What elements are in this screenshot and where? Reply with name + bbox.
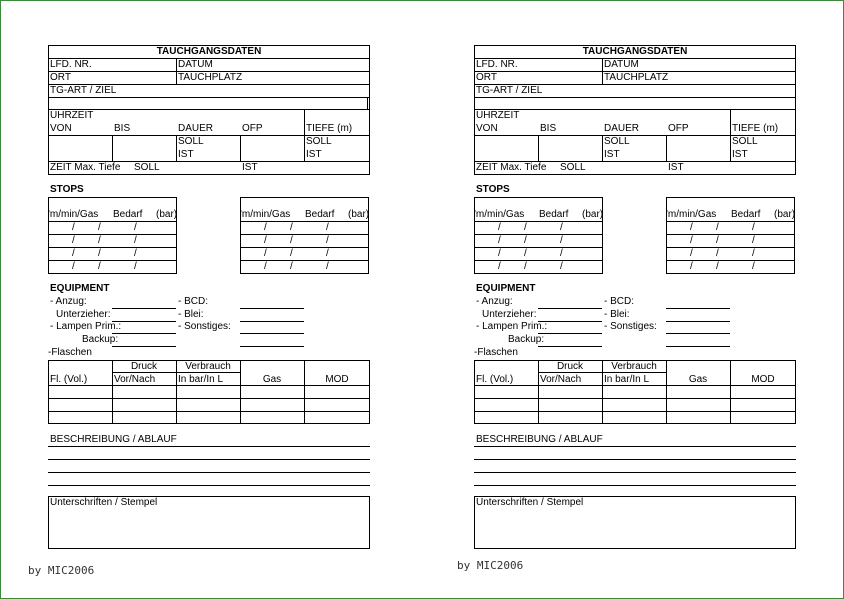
slash: / bbox=[524, 222, 527, 233]
anzug-field[interactable] bbox=[538, 308, 602, 309]
beschreibung-line[interactable] bbox=[474, 472, 796, 473]
max-ist-label: IST bbox=[242, 162, 258, 173]
slash: / bbox=[498, 235, 501, 246]
sonstiges-label: - Sonstiges: bbox=[604, 321, 657, 332]
datum-label: DATUM bbox=[178, 59, 213, 70]
slash: / bbox=[716, 261, 719, 272]
in-bar-header: In bar/In L bbox=[604, 374, 650, 385]
slash: / bbox=[264, 235, 267, 246]
bis-label: BIS bbox=[540, 123, 557, 134]
bcd-field[interactable] bbox=[666, 308, 730, 309]
slash: / bbox=[98, 235, 101, 246]
slash: / bbox=[498, 222, 501, 233]
bcd-label: - BCD: bbox=[178, 296, 208, 307]
backup-field[interactable] bbox=[538, 346, 602, 347]
lampen-label: - Lampen Prim.: bbox=[50, 321, 122, 332]
slash: / bbox=[290, 248, 293, 259]
stops-col-bar: (bar) bbox=[582, 209, 604, 220]
slash: / bbox=[290, 235, 293, 246]
stops-col-bedarf: Bedarf bbox=[305, 209, 335, 220]
tg-art-label: TG-ART / ZIEL bbox=[476, 85, 543, 96]
slash: / bbox=[716, 248, 719, 259]
flaschen-label: -Flaschen bbox=[48, 347, 92, 358]
stops-col-gas: 'm/min/Gas bbox=[48, 209, 99, 220]
slash: / bbox=[326, 235, 329, 246]
slash: / bbox=[134, 222, 137, 233]
stops-col-gas: 'm/min/Gas bbox=[474, 209, 525, 220]
backup-field[interactable] bbox=[112, 346, 176, 347]
slash: / bbox=[326, 248, 329, 259]
slash: / bbox=[264, 248, 267, 259]
slash: / bbox=[290, 222, 293, 233]
slash: / bbox=[560, 261, 563, 272]
zeit-max-tiefe-label: ZEIT Max. Tiefe bbox=[476, 162, 547, 173]
slash: / bbox=[690, 235, 693, 246]
beschreibung-line[interactable] bbox=[48, 485, 370, 486]
sonstiges-field[interactable] bbox=[240, 333, 304, 334]
slash: / bbox=[560, 222, 563, 233]
lampen-field[interactable] bbox=[538, 333, 602, 334]
slash: / bbox=[98, 261, 101, 272]
form-title: TAUCHGANGSDATEN bbox=[582, 46, 688, 57]
dive-log-form-right bbox=[474, 0, 796, 599]
ort-label: ORT bbox=[50, 72, 71, 83]
tiefe-soll-label: SOLL bbox=[306, 136, 332, 147]
lfd-nr-label: LFD. NR. bbox=[476, 59, 518, 70]
slash: / bbox=[690, 261, 693, 272]
ist-label: IST bbox=[604, 149, 620, 160]
ist-label: IST bbox=[178, 149, 194, 160]
bcd-field[interactable] bbox=[240, 308, 304, 309]
slash: / bbox=[326, 222, 329, 233]
fl-vol-header: Fl. (Vol.) bbox=[50, 374, 88, 385]
slash: / bbox=[752, 222, 755, 233]
flaschen-label: -Flaschen bbox=[474, 347, 518, 358]
in-bar-header: In bar/In L bbox=[178, 374, 224, 385]
unterzieher-label: Unterzieher: bbox=[56, 309, 111, 320]
gas-header: Gas bbox=[688, 374, 708, 385]
unterzieher-field[interactable] bbox=[538, 321, 602, 322]
beschreibung-line[interactable] bbox=[48, 459, 370, 460]
blei-label: - Blei: bbox=[178, 309, 204, 320]
slash: / bbox=[72, 261, 75, 272]
von-label: VON bbox=[50, 123, 72, 134]
druck-header: Druck bbox=[130, 361, 158, 372]
tg-art-label: TG-ART / ZIEL bbox=[50, 85, 117, 96]
zeit-max-tiefe-label: ZEIT Max. Tiefe bbox=[50, 162, 121, 173]
slash: / bbox=[72, 248, 75, 259]
sonstiges-field-2[interactable] bbox=[240, 346, 304, 347]
slash: / bbox=[264, 261, 267, 272]
slash: / bbox=[524, 248, 527, 259]
beschreibung-line[interactable] bbox=[48, 446, 370, 447]
beschreibung-label: BESCHREIBUNG / ABLAUF bbox=[476, 434, 603, 445]
credit-right: by MIC2006 bbox=[457, 559, 524, 572]
tauchplatz-label: TAUCHPLATZ bbox=[604, 72, 669, 83]
soll-label: SOLL bbox=[178, 136, 204, 147]
ofp-label: OFP bbox=[668, 123, 689, 134]
bcd-label: - BCD: bbox=[604, 296, 634, 307]
slash: / bbox=[690, 248, 693, 259]
beschreibung-label: BESCHREIBUNG / ABLAUF bbox=[50, 434, 177, 445]
beschreibung-line[interactable] bbox=[474, 446, 796, 447]
blei-field[interactable] bbox=[240, 321, 304, 322]
mod-header: MOD bbox=[751, 374, 775, 385]
equipment-heading: EQUIPMENT bbox=[50, 283, 110, 294]
vor-nach-header: Vor/Nach bbox=[114, 374, 156, 385]
slash: / bbox=[752, 235, 755, 246]
stops-heading: STOPS bbox=[476, 184, 510, 195]
slash: / bbox=[264, 222, 267, 233]
stops-heading: STOPS bbox=[50, 184, 84, 195]
bis-label: BIS bbox=[114, 123, 131, 134]
beschreibung-line[interactable] bbox=[48, 472, 370, 473]
slash: / bbox=[560, 248, 563, 259]
tiefe-ist-label: IST bbox=[732, 149, 748, 160]
druck-header: Druck bbox=[556, 361, 584, 372]
ofp-label: OFP bbox=[242, 123, 263, 134]
slash: / bbox=[716, 235, 719, 246]
lampen-field[interactable] bbox=[112, 333, 176, 334]
beschreibung-line[interactable] bbox=[474, 459, 796, 460]
stops-col-bedarf: Bedarf bbox=[539, 209, 569, 220]
fl-vol-header: Fl. (Vol.) bbox=[476, 374, 514, 385]
sonstiges-field[interactable] bbox=[666, 333, 730, 334]
lampen-label: - Lampen Prim.: bbox=[476, 321, 548, 332]
slash: / bbox=[72, 235, 75, 246]
dive-log-form-left bbox=[48, 0, 370, 599]
slash: / bbox=[98, 222, 101, 233]
dauer-label: DAUER bbox=[178, 123, 214, 134]
slash: / bbox=[498, 261, 501, 272]
anzug-label: - Anzug: bbox=[476, 296, 513, 307]
credit-left: by MIC2006 bbox=[28, 564, 95, 577]
slash: / bbox=[524, 235, 527, 246]
uhrzeit-label: UHRZEIT bbox=[476, 110, 520, 121]
backup-label: Backup: bbox=[82, 334, 119, 345]
slash: / bbox=[72, 222, 75, 233]
ort-label: ORT bbox=[476, 72, 497, 83]
tiefe-label: TIEFE (m) bbox=[306, 123, 353, 134]
slash: / bbox=[560, 235, 563, 246]
form-title: TAUCHGANGSDATEN bbox=[156, 46, 262, 57]
slash: / bbox=[524, 261, 527, 272]
datum-label: DATUM bbox=[604, 59, 639, 70]
stops-col-bar: (bar) bbox=[774, 209, 796, 220]
slash: / bbox=[290, 261, 293, 272]
slash: / bbox=[134, 235, 137, 246]
max-soll-label: SOLL bbox=[560, 162, 586, 173]
mod-header: MOD bbox=[325, 374, 349, 385]
tauchplatz-label: TAUCHPLATZ bbox=[178, 72, 243, 83]
slash: / bbox=[326, 261, 329, 272]
unterzieher-label: Unterzieher: bbox=[482, 309, 537, 320]
soll-label: SOLL bbox=[604, 136, 630, 147]
slash: / bbox=[98, 248, 101, 259]
slash: / bbox=[752, 261, 755, 272]
anzug-field[interactable] bbox=[112, 308, 176, 309]
vor-nach-header: Vor/Nach bbox=[540, 374, 582, 385]
verbrauch-header: Verbrauch bbox=[611, 361, 657, 372]
blei-label: - Blei: bbox=[604, 309, 630, 320]
blei-field[interactable] bbox=[666, 321, 730, 322]
slash: / bbox=[690, 222, 693, 233]
stops-col-bar: (bar) bbox=[348, 209, 370, 220]
lfd-nr-label: LFD. NR. bbox=[50, 59, 92, 70]
unterschriften-label: Unterschriften / Stempel bbox=[50, 497, 158, 508]
anzug-label: - Anzug: bbox=[50, 296, 87, 307]
von-label: VON bbox=[476, 123, 498, 134]
slash: / bbox=[752, 248, 755, 259]
beschreibung-line[interactable] bbox=[474, 485, 796, 486]
gas-header: Gas bbox=[262, 374, 282, 385]
tiefe-label: TIEFE (m) bbox=[732, 123, 779, 134]
dauer-label: DAUER bbox=[604, 123, 640, 134]
stops-col-bedarf: Bedarf bbox=[113, 209, 143, 220]
unterschriften-label: Unterschriften / Stempel bbox=[476, 497, 584, 508]
stops-col-gas: 'm/min/Gas bbox=[240, 209, 291, 220]
stops-col-bedarf: Bedarf bbox=[731, 209, 761, 220]
slash: / bbox=[134, 261, 137, 272]
max-soll-label: SOLL bbox=[134, 162, 160, 173]
max-ist-label: IST bbox=[668, 162, 684, 173]
uhrzeit-label: UHRZEIT bbox=[50, 110, 94, 121]
slash: / bbox=[134, 248, 137, 259]
stops-col-gas: 'm/min/Gas bbox=[666, 209, 717, 220]
slash: / bbox=[716, 222, 719, 233]
sonstiges-field-2[interactable] bbox=[666, 346, 730, 347]
unterzieher-field[interactable] bbox=[112, 321, 176, 322]
slash: / bbox=[498, 248, 501, 259]
sonstiges-label: - Sonstiges: bbox=[178, 321, 231, 332]
verbrauch-header: Verbrauch bbox=[185, 361, 231, 372]
tiefe-ist-label: IST bbox=[306, 149, 322, 160]
equipment-heading: EQUIPMENT bbox=[476, 283, 536, 294]
backup-label: Backup: bbox=[508, 334, 545, 345]
tiefe-soll-label: SOLL bbox=[732, 136, 758, 147]
stops-col-bar: (bar) bbox=[156, 209, 178, 220]
